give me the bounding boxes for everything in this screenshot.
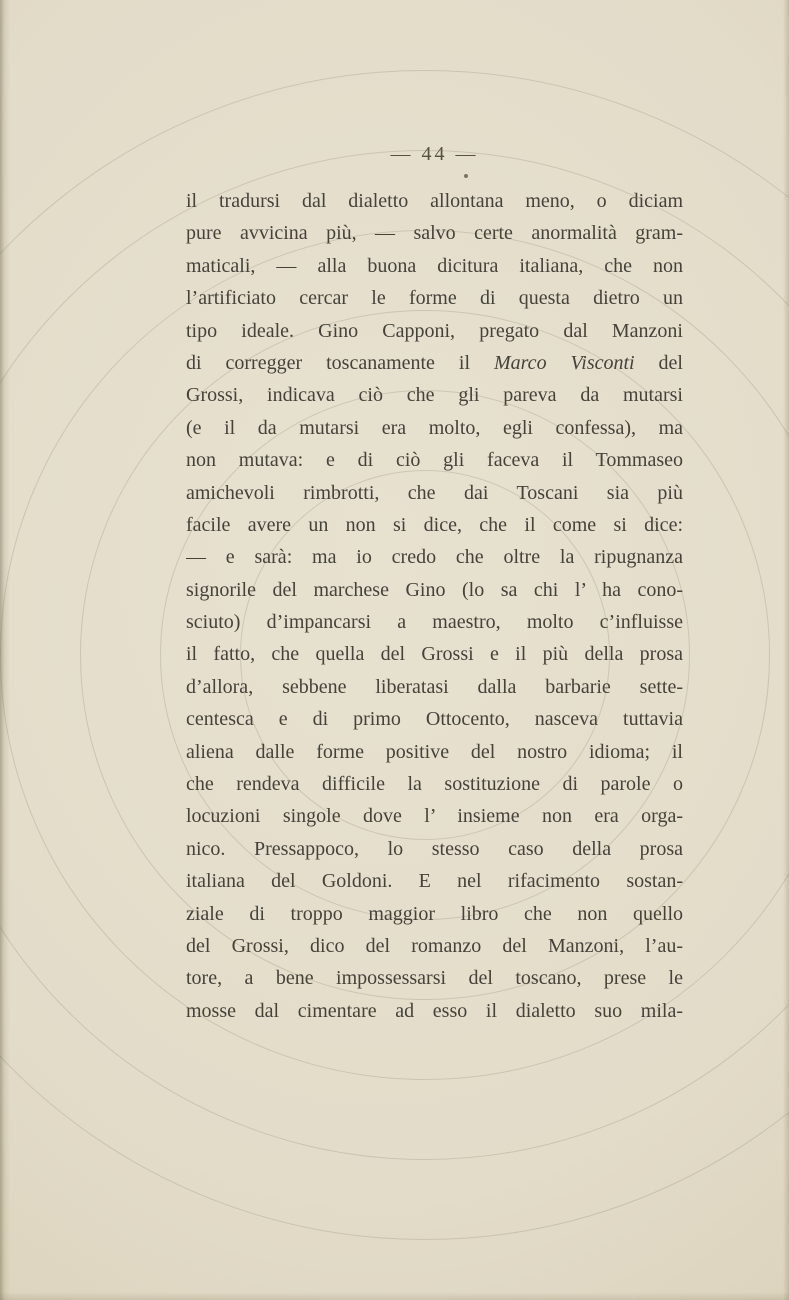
text-line: aliena dalle forme positive del nostro idioma; il	[186, 740, 683, 763]
text-line: italiana del Goldoni. E nel rifacimento sostan-	[186, 870, 683, 893]
text-line: centesca e di primo Ottocento, nasceva tuttavia	[186, 708, 683, 731]
page-edge-left	[0, 0, 10, 1300]
text-line: maticali, — alla buona dicitura italiana, che non	[186, 254, 683, 277]
text-line: — e sarà: ma io credo che oltre la ripugnanza	[186, 546, 683, 569]
text-line: tipo ideale. Gino Capponi, pregato dal Manzoni	[186, 319, 683, 342]
text-line: (e il da mutarsi era molto, egli confessa), ma	[186, 416, 683, 439]
ink-dot	[464, 174, 468, 178]
text-line: l’artificiato cercar le forme di questa dietro un	[186, 287, 683, 310]
text-line: pure avvicina più, — salvo certe anormalità gram-	[186, 222, 683, 245]
text-line: non mutava: e di ciò gli faceva il Tommaseo	[186, 449, 683, 472]
page-edge-right	[783, 0, 789, 1300]
text-line: signorile del marchese Gino (lo sa chi l’ ha cono-	[186, 578, 683, 601]
text-line: locuzioni singole dove l’ insieme non era orga-	[186, 805, 683, 828]
text-line: Grossi, indicava ciò che gli pareva da mutarsi	[186, 384, 683, 407]
text-line: facile avere un non si dice, che il come si dice:	[186, 513, 683, 536]
page-edge-bottom	[0, 1292, 789, 1300]
body-text	[186, 185, 683, 1027]
text-line: il tradursi dal dialetto allontana meno, o diciam	[186, 190, 683, 212]
text-line: d’allora, sebbene liberatasi dalla barbarie sette-	[186, 675, 683, 698]
text-line: il fatto, che quella del Grossi e il più della prosa	[186, 643, 683, 666]
text-line: nico. Pressappoco, lo stesso caso della prosa	[186, 837, 683, 860]
text-line: amichevoli rimbrotti, che dai Toscani sia più	[186, 481, 683, 504]
text-line: ziale di troppo maggior libro che non quello	[186, 902, 683, 925]
text-line: mosse dal cimentare ad esso il dialetto suo mila-	[186, 999, 683, 1022]
text-line: del Grossi, dico del romanzo del Manzoni, l’au-	[186, 934, 683, 957]
text-line: che rendeva difficile la sostituzione di parole o	[186, 773, 683, 796]
text-line: di corregger toscanamente il Marco Visconti del	[186, 351, 683, 374]
page-number: — 44 —	[390, 143, 479, 165]
text-line: sciuto) d’impancarsi a maestro, molto c’influisse	[186, 611, 683, 634]
text-line: tore, a bene impossessarsi del toscano, prese le	[186, 967, 683, 990]
